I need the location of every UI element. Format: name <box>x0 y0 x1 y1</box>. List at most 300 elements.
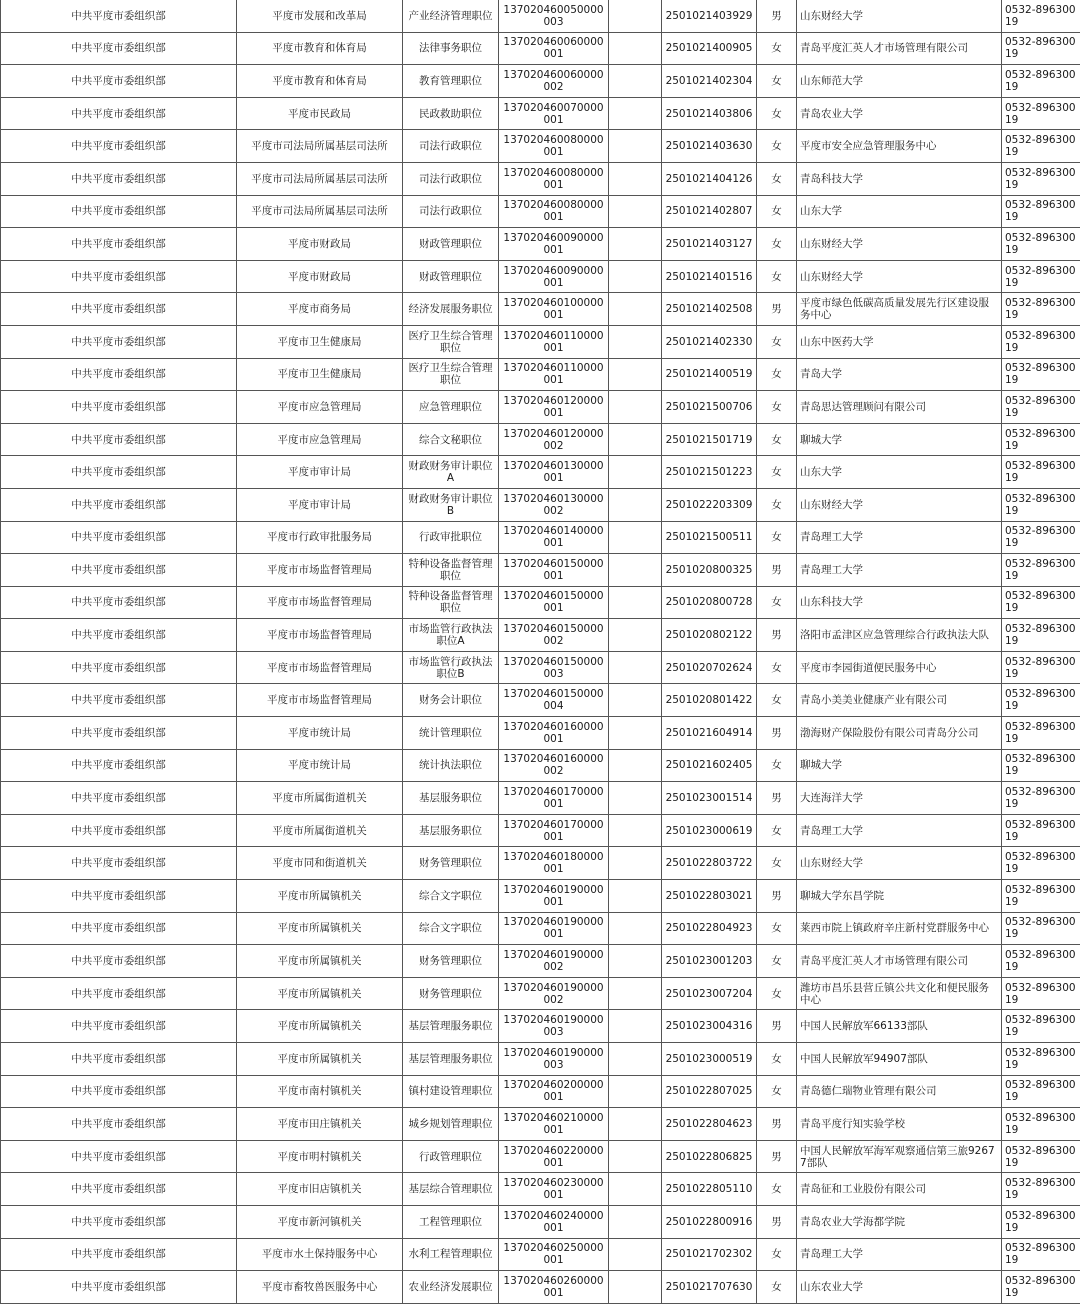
department-cell: 平度市所属镇机关 <box>237 945 403 978</box>
employer-cell: 平度市李园街道便民服务中心 <box>797 651 1002 684</box>
department-cell: 平度市旧店镇机关 <box>237 1173 403 1206</box>
table-row <box>1 1140 1080 1173</box>
exam-number-cell: 2501020800325 <box>662 554 757 587</box>
phone-cell: 0532-89630019 <box>1002 717 1080 750</box>
blank-cell <box>609 684 662 717</box>
recruiting-unit-cell: 中共平度市委组织部 <box>1 1205 237 1238</box>
recruiting-unit-cell: 中共平度市委组织部 <box>1 0 237 32</box>
recruiting-unit-cell: 中共平度市委组织部 <box>1 1075 237 1108</box>
recruiting-unit-cell: 中共平度市委组织部 <box>1 130 237 163</box>
exam-number-cell: 2501023004316 <box>662 1010 757 1043</box>
recruiting-unit-cell: 中共平度市委组织部 <box>1 293 237 326</box>
employer-cell: 青岛理工大学 <box>797 521 1002 554</box>
position-name-cell: 应急管理职位 <box>403 391 499 424</box>
recruiting-unit-cell: 中共平度市委组织部 <box>1 717 237 750</box>
department-cell: 平度市田庄镇机关 <box>237 1108 403 1141</box>
employer-cell: 青岛德仁瑞物业管理有限公司 <box>797 1075 1002 1108</box>
position-name-cell: 财务管理职位 <box>403 945 499 978</box>
position-code-cell: 137020460180000001 <box>499 847 609 880</box>
exam-number-cell: 2501021602405 <box>662 749 757 782</box>
exam-number-cell: 2501022804923 <box>662 912 757 945</box>
phone-cell: 0532-89630019 <box>1002 521 1080 554</box>
table-row <box>1 97 1080 130</box>
table-row <box>1 456 1080 489</box>
position-code-cell: 137020460220000001 <box>499 1140 609 1173</box>
department-cell: 平度市南村镇机关 <box>237 1075 403 1108</box>
blank-cell <box>609 65 662 98</box>
position-code-cell: 137020460130000002 <box>499 488 609 521</box>
phone-cell: 0532-89630019 <box>1002 1205 1080 1238</box>
table-body <box>1 0 1080 1303</box>
phone-cell: 0532-89630019 <box>1002 619 1080 652</box>
table-row <box>1 391 1080 424</box>
employer-cell: 莱西市院上镇政府辛庄新村党群服务中心 <box>797 912 1002 945</box>
exam-number-cell: 2501021707630 <box>662 1271 757 1304</box>
phone-cell: 0532-89630019 <box>1002 651 1080 684</box>
department-cell: 平度市同和街道机关 <box>237 847 403 880</box>
exam-number-cell: 2501021501223 <box>662 456 757 489</box>
department-cell: 平度市卫生健康局 <box>237 325 403 358</box>
blank-cell <box>609 358 662 391</box>
gender-cell: 女 <box>757 1043 797 1076</box>
table-row <box>1 977 1080 1010</box>
employer-cell: 青岛平度行知实验学校 <box>797 1108 1002 1141</box>
position-name-cell: 行政审批职位 <box>403 521 499 554</box>
position-name-cell: 综合文秘职位 <box>403 423 499 456</box>
recruiting-unit-cell: 中共平度市委组织部 <box>1 456 237 489</box>
phone-cell: 0532-89630019 <box>1002 32 1080 65</box>
position-name-cell: 基层服务职位 <box>403 782 499 815</box>
position-name-cell: 财务管理职位 <box>403 977 499 1010</box>
employer-cell: 青岛科技大学 <box>797 162 1002 195</box>
employer-cell: 青岛大学 <box>797 358 1002 391</box>
position-name-cell: 医疗卫生综合管理职位 <box>403 358 499 391</box>
department-cell: 平度市统计局 <box>237 717 403 750</box>
exam-number-cell: 2501021403630 <box>662 130 757 163</box>
phone-cell: 0532-89630019 <box>1002 456 1080 489</box>
position-code-cell: 137020460080000001 <box>499 162 609 195</box>
table-row <box>1 880 1080 913</box>
employer-cell: 渤海财产保险股份有限公司青岛分公司 <box>797 717 1002 750</box>
recruiting-unit-cell: 中共平度市委组织部 <box>1 749 237 782</box>
blank-cell <box>609 1075 662 1108</box>
position-code-cell: 137020460110000001 <box>499 358 609 391</box>
gender-cell: 女 <box>757 423 797 456</box>
table-row <box>1 586 1080 619</box>
blank-cell <box>609 97 662 130</box>
position-code-cell: 137020460070000001 <box>499 97 609 130</box>
phone-cell: 0532-89630019 <box>1002 162 1080 195</box>
position-name-cell: 基层管理服务职位 <box>403 1043 499 1076</box>
gender-cell: 女 <box>757 32 797 65</box>
recruiting-unit-cell: 中共平度市委组织部 <box>1 488 237 521</box>
gender-cell: 女 <box>757 1238 797 1271</box>
phone-cell: 0532-89630019 <box>1002 228 1080 261</box>
table-row <box>1 521 1080 554</box>
employer-cell: 山东科技大学 <box>797 586 1002 619</box>
phone-cell: 0532-89630019 <box>1002 260 1080 293</box>
phone-cell: 0532-89630019 <box>1002 358 1080 391</box>
blank-cell <box>609 391 662 424</box>
table-row <box>1 717 1080 750</box>
position-name-cell: 市场监管行政执法职位A <box>403 619 499 652</box>
recruiting-unit-cell: 中共平度市委组织部 <box>1 228 237 261</box>
table-row <box>1 195 1080 228</box>
table-row <box>1 325 1080 358</box>
department-cell: 平度市应急管理局 <box>237 391 403 424</box>
employer-cell: 山东中医药大学 <box>797 325 1002 358</box>
employer-cell: 山东财经大学 <box>797 228 1002 261</box>
position-code-cell: 137020460080000001 <box>499 195 609 228</box>
gender-cell: 女 <box>757 945 797 978</box>
department-cell: 平度市财政局 <box>237 228 403 261</box>
employer-cell: 山东财经大学 <box>797 260 1002 293</box>
position-code-cell: 137020460150000004 <box>499 684 609 717</box>
position-name-cell: 财政管理职位 <box>403 228 499 261</box>
recruiting-unit-cell: 中共平度市委组织部 <box>1 1173 237 1206</box>
blank-cell <box>609 228 662 261</box>
gender-cell: 女 <box>757 97 797 130</box>
position-name-cell: 工程管理职位 <box>403 1205 499 1238</box>
blank-cell <box>609 456 662 489</box>
position-code-cell: 137020460060000001 <box>499 32 609 65</box>
table-row <box>1 130 1080 163</box>
phone-cell: 0532-89630019 <box>1002 1010 1080 1043</box>
gender-cell: 女 <box>757 912 797 945</box>
gender-cell: 女 <box>757 228 797 261</box>
position-name-cell: 基层管理服务职位 <box>403 1010 499 1043</box>
position-code-cell: 137020460160000002 <box>499 749 609 782</box>
gender-cell: 女 <box>757 130 797 163</box>
employer-cell: 山东大学 <box>797 456 1002 489</box>
blank-cell <box>609 586 662 619</box>
gender-cell: 女 <box>757 260 797 293</box>
exam-number-cell: 2501022805110 <box>662 1173 757 1206</box>
employer-cell: 青岛平度汇英人才市场管理有限公司 <box>797 945 1002 978</box>
department-cell: 平度市发展和改革局 <box>237 0 403 32</box>
table-row <box>1 1238 1080 1271</box>
position-name-cell: 经济发展服务职位 <box>403 293 499 326</box>
phone-cell: 0532-89630019 <box>1002 391 1080 424</box>
table-row <box>1 749 1080 782</box>
recruiting-unit-cell: 中共平度市委组织部 <box>1 782 237 815</box>
blank-cell <box>609 195 662 228</box>
gender-cell: 女 <box>757 65 797 98</box>
blank-cell <box>609 651 662 684</box>
position-name-cell: 民政救助职位 <box>403 97 499 130</box>
position-code-cell: 137020460260000001 <box>499 1271 609 1304</box>
gender-cell: 男 <box>757 554 797 587</box>
recruiting-unit-cell: 中共平度市委组织部 <box>1 1271 237 1304</box>
phone-cell: 0532-89630019 <box>1002 847 1080 880</box>
department-cell: 平度市行政审批服务局 <box>237 521 403 554</box>
employer-cell: 青岛理工大学 <box>797 814 1002 847</box>
gender-cell: 女 <box>757 847 797 880</box>
recruiting-unit-cell: 中共平度市委组织部 <box>1 651 237 684</box>
department-cell: 平度市财政局 <box>237 260 403 293</box>
position-code-cell: 137020460050000003 <box>499 0 609 32</box>
phone-cell: 0532-89630019 <box>1002 684 1080 717</box>
employer-cell: 青岛征和工业股份有限公司 <box>797 1173 1002 1206</box>
exam-number-cell: 2501021402304 <box>662 65 757 98</box>
gender-cell: 女 <box>757 651 797 684</box>
gender-cell: 男 <box>757 1205 797 1238</box>
exam-number-cell: 2501021604914 <box>662 717 757 750</box>
recruiting-unit-cell: 中共平度市委组织部 <box>1 1238 237 1271</box>
exam-number-cell: 2501021400519 <box>662 358 757 391</box>
employer-cell: 中国人民解放军94907部队 <box>797 1043 1002 1076</box>
table-row <box>1 260 1080 293</box>
recruiting-unit-cell: 中共平度市委组织部 <box>1 423 237 456</box>
blank-cell <box>609 1205 662 1238</box>
blank-cell <box>609 554 662 587</box>
recruiting-unit-cell: 中共平度市委组织部 <box>1 162 237 195</box>
position-code-cell: 137020460170000001 <box>499 814 609 847</box>
recruiting-unit-cell: 中共平度市委组织部 <box>1 586 237 619</box>
phone-cell: 0532-89630019 <box>1002 325 1080 358</box>
position-name-cell: 产业经济管理职位 <box>403 0 499 32</box>
position-name-cell: 综合文字职位 <box>403 880 499 913</box>
position-code-cell: 137020460230000001 <box>499 1173 609 1206</box>
position-name-cell: 法律事务职位 <box>403 32 499 65</box>
department-cell: 平度市司法局所属基层司法所 <box>237 130 403 163</box>
table-row <box>1 1108 1080 1141</box>
recruiting-unit-cell: 中共平度市委组织部 <box>1 684 237 717</box>
recruiting-unit-cell: 中共平度市委组织部 <box>1 880 237 913</box>
exam-number-cell: 2501021500706 <box>662 391 757 424</box>
recruiting-unit-cell: 中共平度市委组织部 <box>1 619 237 652</box>
blank-cell <box>609 814 662 847</box>
exam-number-cell: 2501020800728 <box>662 586 757 619</box>
position-code-cell: 137020460140000001 <box>499 521 609 554</box>
table-row <box>1 684 1080 717</box>
position-code-cell: 137020460240000001 <box>499 1205 609 1238</box>
gender-cell: 男 <box>757 880 797 913</box>
position-code-cell: 137020460210000001 <box>499 1108 609 1141</box>
recruiting-unit-cell: 中共平度市委组织部 <box>1 32 237 65</box>
table-row <box>1 619 1080 652</box>
recruiting-unit-cell: 中共平度市委组织部 <box>1 358 237 391</box>
department-cell: 平度市所属镇机关 <box>237 1043 403 1076</box>
blank-cell <box>609 32 662 65</box>
gender-cell: 女 <box>757 325 797 358</box>
employer-cell: 青岛平度汇英人才市场管理有限公司 <box>797 32 1002 65</box>
employer-cell: 青岛理工大学 <box>797 554 1002 587</box>
position-name-cell: 镇村建设管理职位 <box>403 1075 499 1108</box>
blank-cell <box>609 782 662 815</box>
position-name-cell: 医疗卫生综合管理职位 <box>403 325 499 358</box>
employer-cell: 聊城大学东昌学院 <box>797 880 1002 913</box>
position-code-cell: 137020460100000001 <box>499 293 609 326</box>
employer-cell: 青岛农业大学 <box>797 97 1002 130</box>
blank-cell <box>609 0 662 32</box>
position-code-cell: 137020460200000001 <box>499 1075 609 1108</box>
table-row <box>1 1010 1080 1043</box>
position-name-cell: 水利工程管理职位 <box>403 1238 499 1271</box>
department-cell: 平度市所属镇机关 <box>237 912 403 945</box>
exam-number-cell: 2501021500511 <box>662 521 757 554</box>
table-row <box>1 293 1080 326</box>
phone-cell: 0532-89630019 <box>1002 1075 1080 1108</box>
table-row <box>1 162 1080 195</box>
phone-cell: 0532-89630019 <box>1002 293 1080 326</box>
position-code-cell: 137020460190000002 <box>499 977 609 1010</box>
table-row <box>1 0 1080 32</box>
phone-cell: 0532-89630019 <box>1002 586 1080 619</box>
position-code-cell: 137020460170000001 <box>499 782 609 815</box>
position-code-cell: 137020460130000001 <box>499 456 609 489</box>
position-code-cell: 137020460190000001 <box>499 912 609 945</box>
blank-cell <box>609 619 662 652</box>
table-row <box>1 554 1080 587</box>
position-code-cell: 137020460090000001 <box>499 228 609 261</box>
blank-cell <box>609 945 662 978</box>
position-code-cell: 137020460190000003 <box>499 1043 609 1076</box>
department-cell: 平度市市场监督管理局 <box>237 619 403 652</box>
gender-cell: 男 <box>757 1010 797 1043</box>
blank-cell <box>609 847 662 880</box>
employer-cell: 山东财经大学 <box>797 488 1002 521</box>
position-code-cell: 137020460190000001 <box>499 880 609 913</box>
gender-cell: 女 <box>757 358 797 391</box>
exam-number-cell: 2501021400905 <box>662 32 757 65</box>
blank-cell <box>609 749 662 782</box>
position-name-cell: 综合文字职位 <box>403 912 499 945</box>
department-cell: 平度市所属镇机关 <box>237 880 403 913</box>
table-row <box>1 32 1080 65</box>
exam-number-cell: 2501021402508 <box>662 293 757 326</box>
position-name-cell: 统计管理职位 <box>403 717 499 750</box>
gender-cell: 女 <box>757 1075 797 1108</box>
department-cell: 平度市市场监督管理局 <box>237 651 403 684</box>
exam-number-cell: 2501023001514 <box>662 782 757 815</box>
position-code-cell: 137020460150000003 <box>499 651 609 684</box>
employer-cell: 潍坊市昌乐县营丘镇公共文化和便民服务中心 <box>797 977 1002 1010</box>
exam-number-cell: 2501023000519 <box>662 1043 757 1076</box>
employer-cell: 中国人民解放军海军观察通信第三旅92677部队 <box>797 1140 1002 1173</box>
position-name-cell: 教育管理职位 <box>403 65 499 98</box>
exam-number-cell: 2501021401516 <box>662 260 757 293</box>
department-cell: 平度市应急管理局 <box>237 423 403 456</box>
exam-number-cell: 2501022806825 <box>662 1140 757 1173</box>
exam-number-cell: 2501021404126 <box>662 162 757 195</box>
exam-number-cell: 2501020802122 <box>662 619 757 652</box>
position-code-cell: 137020460120000002 <box>499 423 609 456</box>
position-code-cell: 137020460080000001 <box>499 130 609 163</box>
position-code-cell: 137020460250000001 <box>499 1238 609 1271</box>
gender-cell: 女 <box>757 586 797 619</box>
position-name-cell: 农业经济发展职位 <box>403 1271 499 1304</box>
recruiting-unit-cell: 中共平度市委组织部 <box>1 1108 237 1141</box>
blank-cell <box>609 521 662 554</box>
blank-cell <box>609 260 662 293</box>
department-cell: 平度市新河镇机关 <box>237 1205 403 1238</box>
exam-number-cell: 2501021402807 <box>662 195 757 228</box>
exam-number-cell: 2501020702624 <box>662 651 757 684</box>
employer-cell: 洛阳市孟津区应急管理综合行政执法大队 <box>797 619 1002 652</box>
position-name-cell: 司法行政职位 <box>403 130 499 163</box>
department-cell: 平度市明村镇机关 <box>237 1140 403 1173</box>
department-cell: 平度市审计局 <box>237 488 403 521</box>
position-name-cell: 财政管理职位 <box>403 260 499 293</box>
employer-cell: 聊城大学 <box>797 423 1002 456</box>
blank-cell <box>609 162 662 195</box>
gender-cell: 男 <box>757 293 797 326</box>
gender-cell: 男 <box>757 1140 797 1173</box>
exam-number-cell: 2501023001203 <box>662 945 757 978</box>
employer-cell: 山东农业大学 <box>797 1271 1002 1304</box>
recruiting-unit-cell: 中共平度市委组织部 <box>1 814 237 847</box>
position-name-cell: 基层服务职位 <box>403 814 499 847</box>
blank-cell <box>609 1043 662 1076</box>
table-row <box>1 782 1080 815</box>
blank-cell <box>609 1271 662 1304</box>
blank-cell <box>609 130 662 163</box>
department-cell: 平度市司法局所属基层司法所 <box>237 162 403 195</box>
position-name-cell: 财政财务审计职位A <box>403 456 499 489</box>
employer-cell: 中国人民解放军66133部队 <box>797 1010 1002 1043</box>
department-cell: 平度市所属街道机关 <box>237 782 403 815</box>
recruiting-unit-cell: 中共平度市委组织部 <box>1 912 237 945</box>
recruiting-unit-cell: 中共平度市委组织部 <box>1 554 237 587</box>
recruiting-unit-cell: 中共平度市委组织部 <box>1 65 237 98</box>
recruiting-unit-cell: 中共平度市委组织部 <box>1 847 237 880</box>
position-code-cell: 137020460060000002 <box>499 65 609 98</box>
gender-cell: 男 <box>757 782 797 815</box>
recruiting-unit-cell: 中共平度市委组织部 <box>1 260 237 293</box>
employer-cell: 平度市绿色低碳高质量发展先行区建设服务中心 <box>797 293 1002 326</box>
gender-cell: 女 <box>757 814 797 847</box>
table-row <box>1 65 1080 98</box>
employer-cell: 平度市安全应急管理服务中心 <box>797 130 1002 163</box>
department-cell: 平度市教育和体育局 <box>237 65 403 98</box>
recruiting-unit-cell: 中共平度市委组织部 <box>1 977 237 1010</box>
blank-cell <box>609 488 662 521</box>
phone-cell: 0532-89630019 <box>1002 65 1080 98</box>
position-name-cell: 特种设备监督管理职位 <box>403 554 499 587</box>
exam-number-cell: 2501022804623 <box>662 1108 757 1141</box>
phone-cell: 0532-89630019 <box>1002 782 1080 815</box>
department-cell: 平度市统计局 <box>237 749 403 782</box>
table-row <box>1 1271 1080 1304</box>
position-code-cell: 137020460160000001 <box>499 717 609 750</box>
phone-cell: 0532-89630019 <box>1002 423 1080 456</box>
phone-cell: 0532-89630019 <box>1002 488 1080 521</box>
phone-cell: 0532-89630019 <box>1002 1271 1080 1304</box>
employer-cell: 山东财经大学 <box>797 0 1002 32</box>
phone-cell: 0532-89630019 <box>1002 749 1080 782</box>
position-code-cell: 137020460150000001 <box>499 554 609 587</box>
exam-number-cell: 2501021403806 <box>662 97 757 130</box>
phone-cell: 0532-89630019 <box>1002 130 1080 163</box>
exam-number-cell: 2501020801422 <box>662 684 757 717</box>
exam-number-cell: 2501022203309 <box>662 488 757 521</box>
blank-cell <box>609 1238 662 1271</box>
department-cell: 平度市水土保持服务中心 <box>237 1238 403 1271</box>
gender-cell: 女 <box>757 391 797 424</box>
employer-cell: 青岛农业大学海都学院 <box>797 1205 1002 1238</box>
gender-cell: 女 <box>757 195 797 228</box>
department-cell: 平度市畜牧兽医服务中心 <box>237 1271 403 1304</box>
position-code-cell: 137020460110000001 <box>499 325 609 358</box>
phone-cell: 0532-89630019 <box>1002 880 1080 913</box>
exam-number-cell: 2501022803021 <box>662 880 757 913</box>
table-row <box>1 847 1080 880</box>
phone-cell: 0532-89630019 <box>1002 0 1080 32</box>
phone-cell: 0532-89630019 <box>1002 1140 1080 1173</box>
department-cell: 平度市司法局所属基层司法所 <box>237 195 403 228</box>
phone-cell: 0532-89630019 <box>1002 814 1080 847</box>
